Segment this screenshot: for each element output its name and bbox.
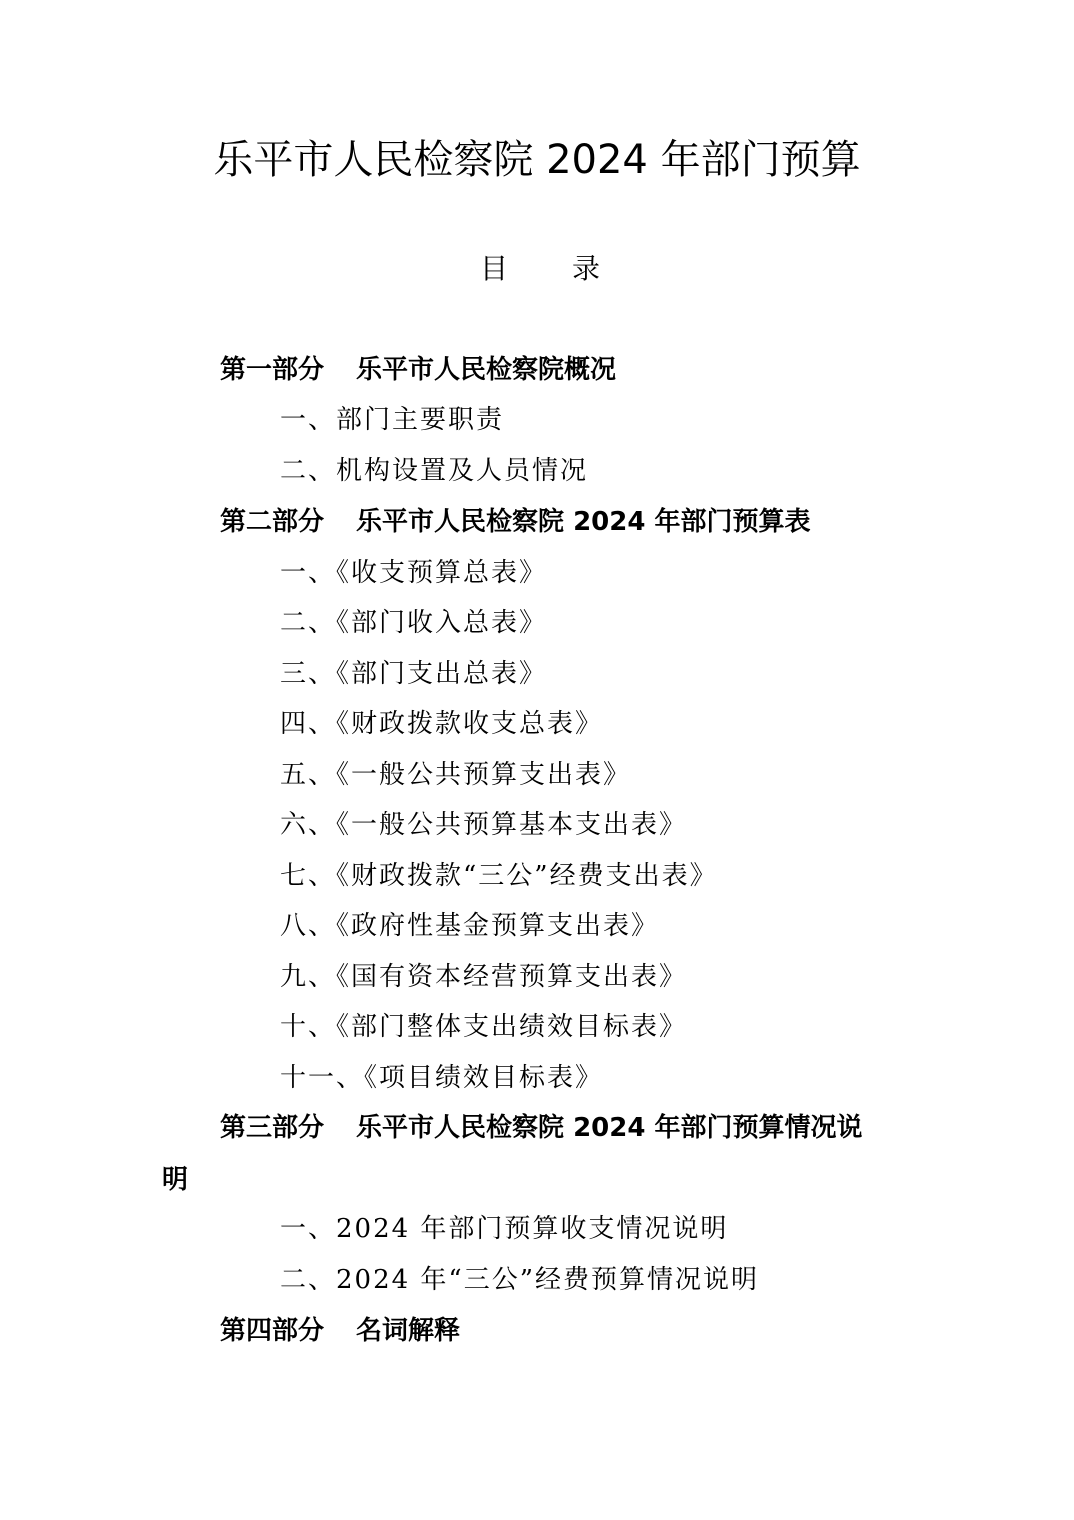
document-title: 乐平市人民检察院 2024 年部门预算	[213, 137, 861, 183]
part-3-label: 第三部分	[220, 1113, 325, 1143]
part-2-item-9: 九、《国有资本经营预算支出表》	[280, 962, 688, 992]
part-2-item-3: 三、《部门支出总表》	[280, 659, 548, 689]
part-1-title: 乐平市人民检察院概况	[356, 355, 617, 385]
part-2-item-2: 二、《部门收入总表》	[280, 608, 548, 638]
part-1-heading	[220, 352, 616, 388]
part-2-item-1: 一、《收支预算总表》	[280, 558, 548, 588]
part-2-item-10: 十、《部门整体支出绩效目标表》	[280, 1012, 688, 1042]
part-2-item-6: 六、《一般公共预算基本支出表》	[280, 810, 688, 840]
part-3-title-continued: 明	[162, 1165, 189, 1195]
part-2-item-7: 七、《财政拨款“三公”经费支出表》	[280, 861, 718, 891]
part-4-label: 第四部分	[220, 1316, 325, 1346]
toc-heading-char-2: 录	[571, 252, 600, 285]
part-3-item-1: 一、2024 年部门预算收支情况说明	[280, 1214, 729, 1244]
toc-heading-char-1: 目	[480, 252, 509, 285]
part-2-item-5: 五、《一般公共预算支出表》	[280, 760, 632, 790]
part-4-heading	[220, 1313, 460, 1349]
part-2-item-4: 四、《财政拨款收支总表》	[280, 709, 604, 739]
part-1-item-1: 一、部门主要职责	[280, 405, 505, 435]
part-2-item-8: 八、《政府性基金预算支出表》	[280, 911, 660, 941]
part-1-item-2: 二、机构设置及人员情况	[280, 456, 589, 486]
part-3-title: 乐平市人民检察院 2024 年部门预算情况说	[356, 1113, 863, 1143]
part-1-label: 第一部分	[220, 355, 325, 385]
part-2-label: 第二部分	[220, 507, 325, 537]
part-2-title: 乐平市人民检察院 2024 年部门预算表	[356, 507, 811, 537]
part-2-heading	[220, 504, 810, 540]
part-3-item-2: 二、2024 年“三公”经费预算情况说明	[280, 1265, 760, 1295]
toc-heading	[480, 250, 600, 288]
part-3-heading	[220, 1110, 862, 1146]
part-2-item-11: 十一、《项目绩效目标表》	[280, 1063, 604, 1093]
part-4-title: 名词解释	[356, 1316, 461, 1346]
